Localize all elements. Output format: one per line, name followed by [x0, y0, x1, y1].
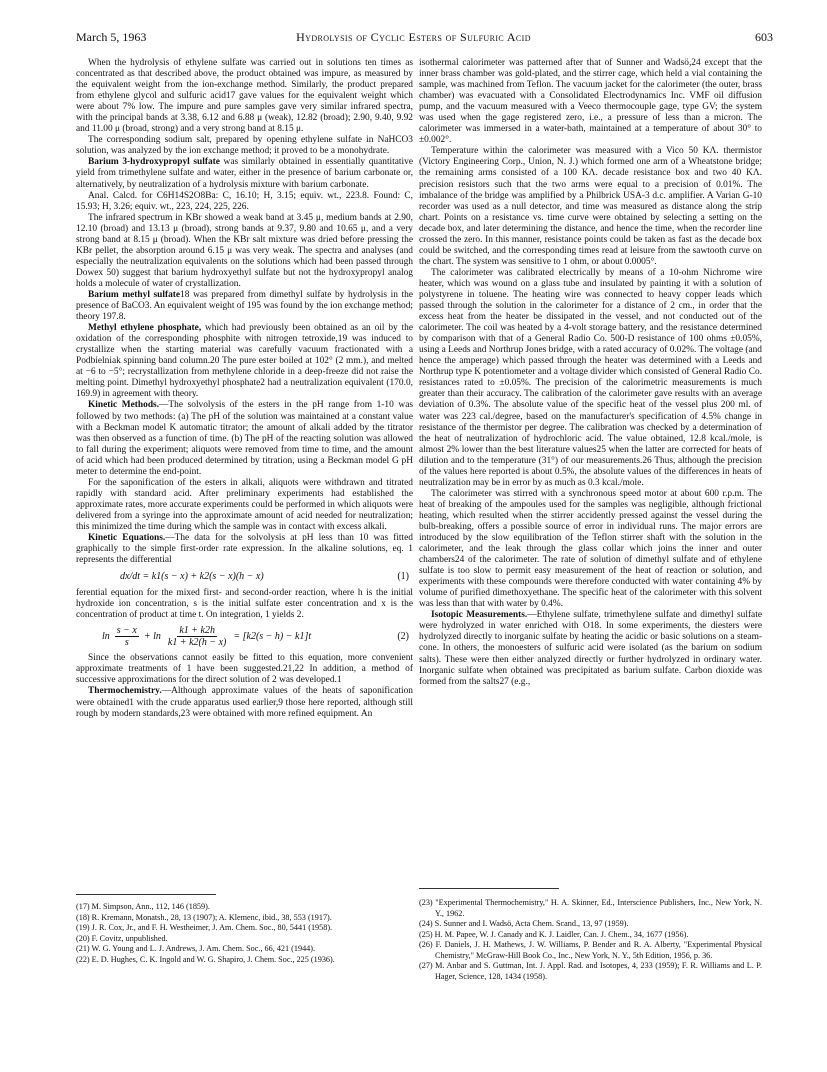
paragraph: The calorimeter was calibrated electrically by means of a 10-ohm Nichrome wire heater, which was wound on a glass tube and insulated by painting it with a solution of polystyrene in toluene. The heating wire was connected to heavy copper leads which passed through the solution in the calorimeter for a distance of 2 cm., in order that the excess heat from the heater be dissipated in the vessel, and not conducted out of the calorimeter. The coil was heated by a 4-volt storage battery, and the resistance determined by comparison with that of a General Radio Co. 500-D resistance of 100 ohms ±0.05%, using a Leeds and Northrup Jones bridge, with a rated accuracy of 0.02%. The voltage (and hence the amperage) which passed through the heater was determined with a Leeds and Northrup type K potentiometer and a voltage divider which consisted of General Radio Co. resistances rated to ±0.05%. The precision of the calorimetric measurements is much greater than their accuracy. The calibration of the calorimeter gave results with an average deviation of 0.3%. The absolute value of the specific heat of the vessel plus 200 ml. of water was 223 cal./degree, based on the manufacturer's specification of 4.5% change in resistance of the thermistor per degree. The calibration was checked by a determination of the heat of neutralization of hydrochloric acid. The value obtained, 12.8 kcal./mole, is almost 2% lower than the best literature values25 when the latter are corrected for heats of dilution and to the temperature (31°) of our measurements.26 Thus, although the precision of the values here reported is about 0.5%, the absolute values of the differences in heats of neutralization may be in error by as much as 0.3 kcal./mole.: [419, 267, 762, 488]
paragraph: [76, 290, 413, 323]
ln-symbol: ln: [102, 631, 110, 643]
right-column: [419, 58, 762, 688]
footnotes-left: [76, 902, 413, 965]
footnote: (18) R. Kremann, Monatsh., 28, 13 (1907); A. Klemenc, ibid., 38, 553 (1917).: [76, 912, 332, 922]
paragraph-text: —The solvolysis of the esters in the pH range from 1-10 was followed by two methods: (a) The pH of the solution was maintained at a constant value with a Beckman model K automatic titrator; the amount of alkali added by the titrator was then observed as a function of time. (b) The pH of the reacting solution was allowed to fall during the experiment; aliquots were removed from time to time, and the amount of acid which had been produced determined by titration, using a Beckman model G pH meter to determine the end-point.: [76, 400, 413, 477]
paragraph: The infrared spectrum in KBr showed a weak band at 3.45 μ, medium bands at 2.90, 12.10 (broad) and 13.13 μ (broad), strong bands at 9.37, 9.80 and 10.65 μ, and a very strong band at 8.15 μ (broad). When the KBr salt mixture was dried before pressing the KBr pellet, the absorption around 6.15 μ was very weak. The spectra and analyses (and especially the neutralization equivalents on the solutions which had been passed through Dowex 50) suggest that barium hydroxyethyl sulfate but not the hydroxypropyl analog holds a molecule of water of crystallization.: [76, 212, 413, 289]
footnote: (19) J. R. Cox, Jr., and F. H. Westheimer, J. Am. Chem. Soc., 80, 5441 (1958).: [76, 923, 333, 932]
numerator: s − x: [116, 625, 137, 637]
paragraph: [76, 400, 413, 477]
paragraph: [419, 610, 762, 687]
section-head: Isotopic Measurements.: [431, 610, 528, 621]
paragraph: Since the observations cannot easily be fitted to this equation, more convenient approximate treatments of 1 have been suggested.21,22 In addition, a method of successive approximations for the direct solution of 2 was developed.1: [76, 653, 413, 686]
paragraph-text: —Ethylene sulfate, trimethylene sulfate and dimethyl sulfate were hydrolyzed in water enriched with O18. In some experiments, the diesters were hydrolyzed directly to inorganic sulfate by heating the acidic or basic solutions on a steam-cone. In others, the monoesters of sulfuric acid were isolated (as the barium on sodium salts). These were then either analyzed directly or further hydrolyzed in ordinary water. Inorganic sulfate when obtained was precipitated as barium sulfate. Carbon dioxide was formed from the salts27 (e.g.,: [419, 610, 762, 687]
section-head: Kinetic Equations.: [88, 533, 166, 544]
paragraph: isothermal calorimeter was patterned after that of Sunner and Wadsö,24 except that the inner brass chamber was gold-plated, and the stirrer cage, which held a vial containing the sample, was machined from Teflon. The vacuum jacket for the calorimeter (the outer, brass chamber) was evacuated with a Consolidated Electrodynamics Inc. VMF oil diffusion pump, and the vacuum measured with a Veeco thermocouple gage, type GV; the system was used when the gage registered zero, i.e., a pressure of less than a micron. The calorimeter was immersed in a water-bath, maintained at a temperature of about 30° to ±0.002°.: [419, 58, 762, 146]
equation-number: (1): [397, 571, 409, 583]
left-column: [76, 58, 413, 720]
analysis-paragraph: Anal. Calcd. for C6H14S2O8Ba: C, 16.10; H, 3.15; equiv. wt., 223.8. Found: C, 15.93; H, 3.26; equiv. wt., 223, 224, 225, 226.: [76, 190, 413, 212]
footnote: (23) "Experimental Thermochemistry," H. A. Skinner, Ed., Interscience Publishers, Inc., New York, N. Y., 1962.: [419, 898, 762, 918]
footnotes-right: [419, 898, 762, 982]
footnote: (27) M. Anbar and S. Guttman, Int. J. Appl. Rad. and Isotopes, 4, 233 (1959); F. R. Williams and L. P. Hager, Science, 128, 1434 (1958).: [419, 961, 762, 981]
paragraph: [76, 157, 413, 190]
section-head: Barium methyl sulfate: [88, 289, 181, 300]
running-date: March 5, 1963: [76, 30, 147, 44]
paragraph: When the hydrolysis of ethylene sulfate was carried out in solutions ten times as concentrated as that described above, the product obtained was impure, as measured by the equivalent weight from the ion-exchange method. Similarly, the product prepared from ethylene glycol and sulfuric acid17 gave values for the equivalent weight which were about 7% low. The impure and pure samples gave very similar infrared spectra, with the principal bands at 3.38, 6.12 and 6.88 μ (weak), 12.82 (broad); 2.90, 9.40, 9.92 and 11.00 μ (broad, strong) and a very strong band at 8.15 μ.: [76, 58, 413, 135]
equation-2: [76, 625, 413, 648]
equation-1: [76, 571, 413, 582]
paragraph: Temperature within the calorimeter was measured with a Vico 50 KΛ. thermistor (Victory Engineering Corp., Union, N. J.) which formed one arm of a Wheatstone bridge; the remaining arms consisted of a 100 KΛ. decade resistance box and two 40 KΛ. precision resistors such that the two arms were equal to a precision of 0.01%. The imbalance of the bridge was amplified by a Philbrick USA-3 d.c. amplifier. A Varian G-10 recorder was used as a null detector, and time was measured as distance along the strip chart. Points on a resistance vs. time curve were obtained by selecting a setting on the decade box, and later determining the distance, and hence the time, when the recorder line crossed the zero. In this manner, resistance points could be taken as fast as the decade box could be switched, and the corresponding times read at leisure from the sawtooth curve on the chart. The system was sensitive to 1 ohm, or about 0.0005°.: [419, 146, 762, 267]
fraction: [115, 625, 139, 648]
footnote: (24) S. Sunner and I. Wadsö, Acta Chem. Scand., 13, 97 (1959).: [419, 919, 629, 928]
equation-rhs: = [k2(s − h) − k1]t: [233, 631, 312, 643]
plus-ln: + ln: [143, 631, 161, 643]
footnote: (17) M. Simpson, Ann., 112, 146 (1859).: [76, 902, 210, 911]
footnote: (26) F. Daniels, J. H. Mathews, J. W. Williams, P. Bender and R. A. Alberty, "Experimental Physical Chemistry," McGraw-Hill Book Co., Inc., New York, N. Y., 5th Edition, 1956, p. 36.: [419, 940, 762, 960]
denominator: s: [124, 637, 129, 649]
equation-text: dx/dt = k1(s − x) + k2(s − x)(h − x): [120, 571, 264, 583]
paragraph: ferential equation for the mixed first- and second-order reaction, where h is the initial hydroxide ion concentration, s is the initial sulfate ester concentration and x is the concentration of product at time t. On integration, 1 yields 2.: [76, 588, 413, 621]
numerator: k1 + k2h: [179, 625, 215, 637]
page-number: 603: [755, 30, 773, 44]
denominator: k1 + k2(h − x): [167, 637, 227, 649]
paragraph: [76, 533, 413, 566]
footnote: (22) E. D. Hughes, C. K. Ingold and W. G. Shapiro, J. Chem. Soc., 225 (1936).: [76, 954, 335, 964]
running-title: Hydrolysis of Cyclic Esters of Sulfuric Acid: [296, 30, 531, 44]
paragraph: For the saponification of the esters in alkali, aliquots were withdrawn and titrated rapidly with standard acid. After preliminary experiments had established the approximate rates, more accurate experiments could be performed in which aliquots were delivered from a syringe into the approximate amount of acid needed for neutralization; this minimized the time during which the sample was in contact with excess alkali.: [76, 477, 413, 532]
paragraph: The calorimeter was stirred with a synchronous speed motor at about 600 r.p.m. The heat of breaking of the ampoules used for the samples was negligible, although frictional heating, which resulted when the stirrer accidently pressed against the vessel during the bulb-breaking, offers a possible source of error in individual runs. The major errors are introduced by the slow equilibration of the Teflon stirrer shaft with the solution in the calorimeter, and the leak through the glass collar which joins the inner and outer chambers24 of the calorimeter. The rate of solution of dimethyl sulfate and of ethylene sulfate is too slow to permit easy measurement of the heat of reaction or solution, and experiments with these compounds were therefore conducted with water containing 4% by volume of purified dimethoxyethane. The specific heat of the calorimeter with this solvent was less than that with water by 0.4%.: [419, 488, 762, 610]
fraction: [166, 625, 228, 648]
section-head: Kinetic Methods.: [88, 400, 160, 411]
footnote-rule: [419, 888, 559, 889]
equation-number: (2): [397, 631, 409, 643]
footnote: (25) H. M. Papee, W. J. Canady and K. J. Laidler, Can. J. Chem., 34, 1677 (1956).: [419, 929, 689, 939]
paragraph: The corresponding sodium salt, prepared by opening ethylene sulfate in NaHCO3 solution, was analyzed by the ion exchange method; it proved to be a monohydrate.: [76, 135, 413, 157]
paragraph: [76, 686, 413, 719]
paragraph-text: —Although approximate values of the heats of saponification were obtained1 with the crude apparatus used earlier,9 those here reported, although still rough by modern standards,23 were obtained with more refined equipment. An: [76, 686, 413, 719]
footnote: (21) W. G. Young and L. J. Andrews, J. Am. Chem. Soc., 66, 421 (1944).: [76, 944, 316, 953]
paragraph-text: —The data for the solvolysis at pH less than 10 was fitted graphically to the simple first-order rate expression. In the alkaline solutions, eq. 1 represents the differential: [76, 533, 413, 566]
section-head: Thermochemistry.: [88, 686, 162, 697]
section-head: Methyl ethylene phosphate,: [88, 323, 202, 334]
section-head: Barium 3-hydroxypropyl sulfate: [88, 157, 220, 168]
paragraph-text: was similarly obtained in essentially quantitative yield from trimethylene sulfate and water, either in the presence of barium carbonate or, alternatively, by neutralization of a hydrolysis mixture with barium carbonate.: [76, 157, 413, 190]
paragraph-text: which had previously been obtained as an oil by the oxidation of the corresponding phosphite with nitrogen tetroxide,19 was induced to crystallize when the starting material was carefully vacuum fractionated with a Podbielniak spinning band column.20 The pure ester boiled at 102° (2 mm.), and melted at −6 to −5°; recrystallization from methylene chloride in a deep-freeze did not raise the melting point. Dimethyl hydroxyethyl phosphate2 had a neutralization equivalent (170.0, 169.9) in agreement with theory.: [76, 323, 414, 400]
footnote-rule: [76, 894, 216, 895]
paragraph: [76, 323, 413, 400]
footnote: (20) F. Covitz, unpublished.: [76, 933, 168, 943]
paragraph-text: 18 was prepared from dimethyl sulfate by hydrolysis in the presence of BaCO3. An equivalent weight of 195 was found by the ion exchange method; theory 197.8.: [76, 289, 413, 323]
